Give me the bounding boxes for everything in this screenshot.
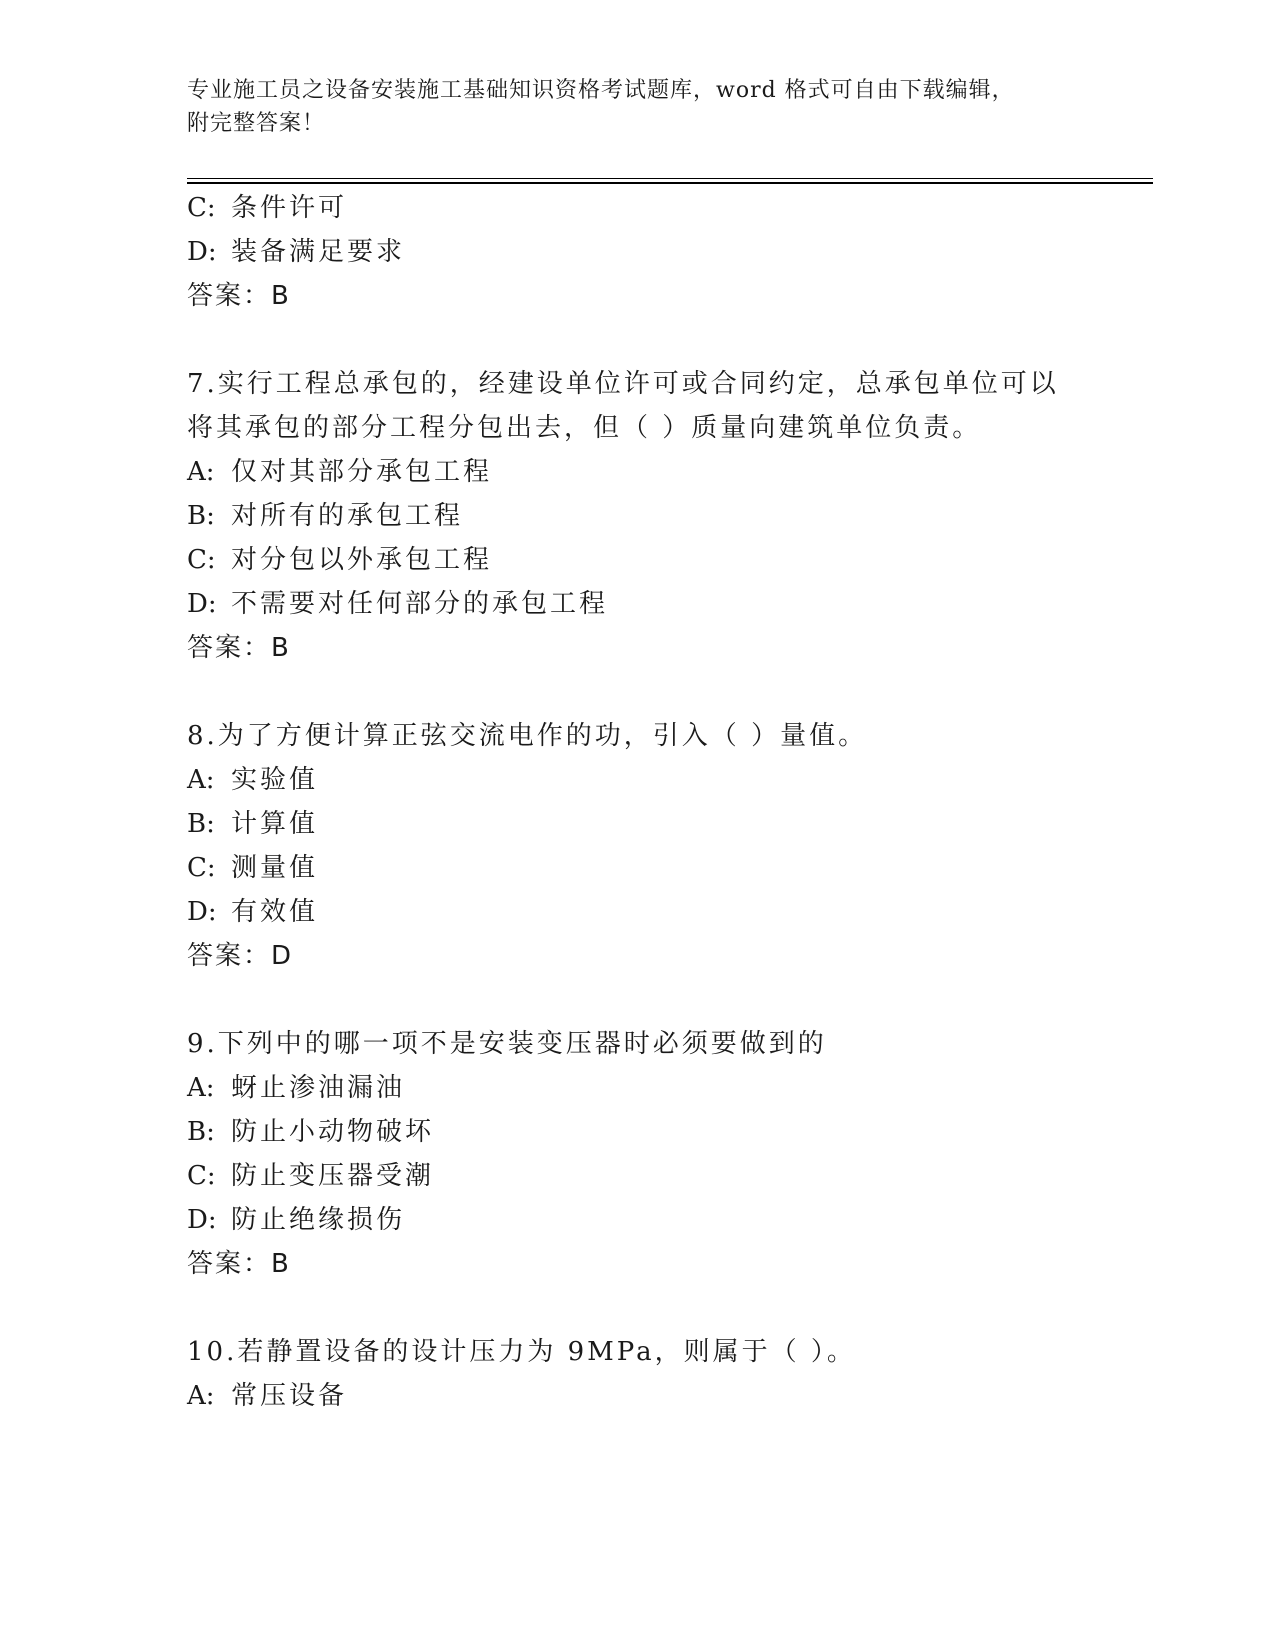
option-letter: B: [187,1117,215,1147]
q9-option-d [187,1204,405,1236]
q9-answer [187,1248,290,1280]
q8-option-c [187,852,318,884]
answer-value: B [271,633,290,663]
option-letter: B: [187,501,215,531]
option-letter: C: [187,853,216,883]
document-header [187,74,1067,140]
q7-stem-line-2: 将其承包的部分工程分包出去，但（ ）质量向建筑单位负责。 [187,413,982,443]
header-line-1: 专业施工员之设备安装施工基础知识资格考试题库，word 格式可自由下载编辑， [187,78,1015,103]
option-letter: D: [187,237,217,267]
option-letter: A: [187,1381,215,1411]
option-text: 仅对其部分承包工程 [231,457,493,487]
q6-answer [187,280,290,312]
header-divider-thick [187,182,1153,184]
option-text: 实验值 [231,765,319,795]
q7-option-a [187,456,492,488]
option-letter: C: [187,193,216,223]
q6-option-d [187,236,405,268]
answer-label: 答案： [187,941,272,971]
option-text: 有效值 [231,897,319,927]
option-text: 条件许可 [231,193,348,223]
q7-stem-line-1: 7.实行工程总承包的，经建设单位许可或合同约定，总承包单位可以 [187,369,1059,399]
q8-option-a [187,764,318,796]
option-letter: A: [187,457,215,487]
answer-label: 答案： [187,281,272,311]
option-text: 计算值 [231,809,319,839]
q8-option-b [187,808,318,840]
q9-option-b [187,1116,434,1148]
q10-option-a [187,1380,347,1412]
answer-label: 答案： [187,633,272,663]
option-text: 蚜止渗油漏油 [231,1073,406,1103]
q9-option-c [187,1160,434,1192]
option-letter: C: [187,545,216,575]
option-letter: B: [187,809,215,839]
option-letter: A: [187,765,215,795]
q9-option-a [187,1072,405,1104]
option-letter: C: [187,1161,216,1191]
q9-stem: 9.下列中的哪一项不是安装变压器时必须要做到的 [187,1029,827,1059]
option-letter: D: [187,1205,217,1235]
q7-option-d [187,588,608,620]
q8-answer [187,940,292,972]
option-text: 对分包以外承包工程 [231,545,493,575]
answer-value: B [271,1249,290,1279]
q7-option-c [187,544,492,576]
option-text: 测量值 [231,853,319,883]
option-text: 常压设备 [231,1381,348,1411]
option-text: 不需要对任何部分的承包工程 [231,589,609,619]
q7-option-b [187,500,463,532]
option-letter: D: [187,589,217,619]
answer-value: B [271,281,290,311]
option-text: 防止变压器受潮 [231,1161,435,1191]
answer-value: D [271,941,293,971]
header-divider-thin [187,178,1153,179]
q8-option-d [187,896,318,928]
q7-answer [187,632,290,664]
option-text: 防止绝缘损伤 [231,1205,406,1235]
option-text: 装备满足要求 [231,237,406,267]
option-letter: D: [187,897,217,927]
option-text: 对所有的承包工程 [231,501,464,531]
header-line-2: 附完整答案！ [187,111,326,136]
q8-stem: 8.为了方便计算正弦交流电作的功，引入（ ）量值。 [187,721,868,751]
answer-label: 答案： [187,1249,272,1279]
q10-stem: 10.若静置设备的设计压力为 9MPa，则属于（ ）。 [187,1337,856,1367]
q6-option-c [187,192,347,224]
option-letter: A: [187,1073,215,1103]
option-text: 防止小动物破坏 [231,1117,435,1147]
